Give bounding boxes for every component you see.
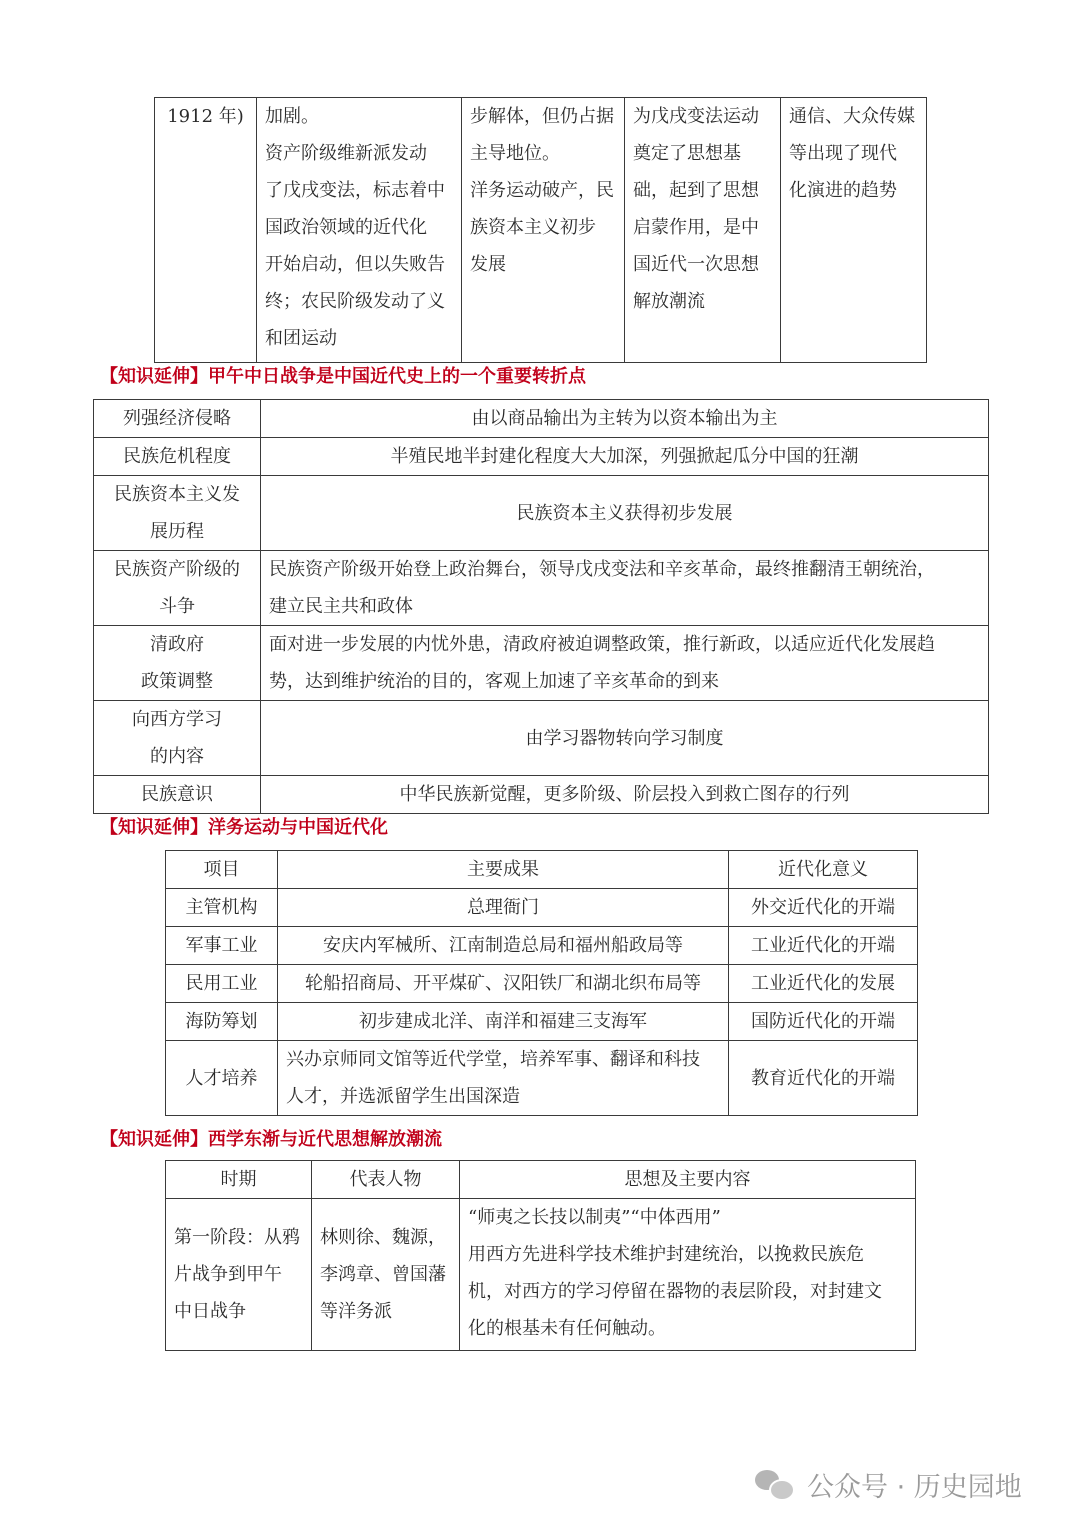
- cell-line: 础，起到了思想: [633, 180, 759, 201]
- cell-line: 列强经济侵略: [123, 408, 231, 429]
- result-cell: [278, 1003, 729, 1041]
- heading-text: 甲午中日战争是中国近代史上的一个重要转折点: [208, 366, 586, 387]
- table-row: [94, 551, 989, 626]
- cell-line: 民族资本主义发: [114, 484, 240, 505]
- table-row: [94, 438, 989, 476]
- cell-line: 为戊戌变法运动: [633, 106, 759, 127]
- item-cell: 海防筹划: [166, 1003, 278, 1041]
- heading-text: 洋务运动与中国近代化: [208, 817, 388, 838]
- cell-line: 机，对西方的学习停留在器物的表层阶段，对封建文: [468, 1281, 882, 1302]
- period-cell: [166, 1199, 312, 1351]
- cell-line: 由以商品输出为主转为以资本输出为主: [471, 408, 778, 429]
- cell-line: 李鸿章、曾国藩: [320, 1264, 446, 1285]
- cell-line: 1912 年): [167, 106, 244, 127]
- cell-line: 斗争: [159, 596, 195, 617]
- cell-line: 等洋务派: [320, 1301, 392, 1322]
- cell-line: 民族资产阶级开始登上政治舞台，领导戊戌变法和辛亥革命，最终推翻清王朝统治，: [269, 559, 935, 580]
- row-content: [261, 400, 989, 438]
- table-row: [94, 776, 989, 814]
- cell-line: 洋务运动破产，民: [470, 180, 614, 201]
- economy-cell: [462, 98, 625, 363]
- cell-line: 用西方先进科学技术维护封建统治，以挽救民族危: [468, 1244, 864, 1265]
- section-heading-3: 【知识延伸】西学东渐与近代思想解放潮流: [100, 1129, 442, 1150]
- section-heading-2: 【知识延伸】洋务运动与中国近代化: [100, 817, 388, 838]
- meaning-cell: 外交近代化的开端: [729, 889, 918, 927]
- watermark: [755, 1462, 1022, 1506]
- society-cell: [781, 98, 927, 363]
- cell-line: 族资本主义初步: [470, 217, 596, 238]
- cell-line: 国政治领域的近代化: [265, 217, 427, 238]
- row-label: [94, 551, 261, 626]
- cell-line: 第一阶段：从鸦: [174, 1227, 300, 1248]
- column-header: 代表人物: [312, 1161, 460, 1199]
- table-row: [166, 889, 918, 927]
- cell-line: 中华民族新觉醒，更多阶级、阶层投入到救亡图存的行列: [399, 784, 850, 805]
- cell-line: 安庆内军械所、江南制造总局和福州船政局等: [323, 935, 683, 956]
- cell-line: 等出现了现代: [789, 143, 897, 164]
- result-cell: [278, 927, 729, 965]
- item-cell: 军事工业: [166, 927, 278, 965]
- meaning-cell: 教育近代化的开端: [729, 1041, 918, 1116]
- table-row: [166, 1003, 918, 1041]
- cell-line: 奠定了思想基: [633, 143, 741, 164]
- row-content: [261, 476, 989, 551]
- table-row: [94, 476, 989, 551]
- section-heading-1: 【知识延伸】甲午中日战争是中国近代史上的一个重要转折点: [100, 366, 586, 387]
- people-cell: [312, 1199, 460, 1351]
- column-header: 主要成果: [278, 851, 729, 889]
- item-cell: 民用工业: [166, 965, 278, 1003]
- cell-line: 民族资本主义获得初步发展: [516, 502, 733, 524]
- cell-line: 民族资产阶级的: [114, 559, 240, 580]
- row-label: [94, 776, 261, 814]
- cell-line: 势，达到维护统治的目的，客观上加速了辛亥革命的到来: [269, 671, 719, 692]
- result-cell: [278, 1041, 729, 1116]
- cell-line: 民族意识: [141, 784, 213, 805]
- item-cell: 主管机构: [166, 889, 278, 927]
- row-content: [261, 776, 989, 814]
- content-cell: [460, 1199, 916, 1351]
- cell-line: 初步建成北洋、南洋和福建三支海军: [359, 1011, 647, 1032]
- cell-line: 清政府: [150, 634, 204, 655]
- cell-line: 政策调整: [141, 671, 213, 692]
- cell-line: 加剧。: [265, 106, 319, 127]
- table-row: [166, 927, 918, 965]
- table-row: [166, 1041, 918, 1116]
- cell-line: 终；农民阶级发动了义: [265, 291, 445, 312]
- cell-line: 片战争到甲午: [174, 1264, 282, 1285]
- politics-cell: [257, 98, 462, 363]
- row-label: [94, 438, 261, 476]
- sino-japanese-war-table: [93, 399, 989, 814]
- cell-line: 化的根基未有任何触动。: [468, 1318, 666, 1339]
- western-learning-table: [165, 1160, 916, 1351]
- table-row: [166, 965, 918, 1003]
- wechat-icon: [755, 1468, 795, 1500]
- cell-line: 和团运动: [265, 328, 337, 349]
- row-content: [261, 551, 989, 626]
- row-content: [261, 626, 989, 701]
- cell-line: 启蒙作用，是中: [633, 217, 759, 238]
- cell-line: 民族危机程度: [123, 446, 231, 467]
- cell-line: 人才，并选派留学生出国深造: [286, 1086, 520, 1107]
- result-cell: [278, 965, 729, 1003]
- cell-line: 由学习器物转向学习制度: [525, 727, 724, 749]
- table-header-row: [166, 1161, 916, 1199]
- cell-line: 向西方学习: [132, 709, 222, 730]
- cell-line: 发展: [470, 254, 506, 275]
- cell-line: 通信、大众传媒: [789, 106, 915, 127]
- heading-text: 西学东渐与近代思想解放潮流: [208, 1129, 442, 1150]
- cell-line: 步解体，但仍占据: [470, 106, 614, 127]
- table-row: [166, 1199, 916, 1351]
- cell-line: 轮船招商局、开平煤矿、汉阳铁厂和湖北织布局等: [305, 973, 701, 994]
- result-cell: [278, 889, 729, 927]
- heading-tag: 知识延伸: [118, 817, 190, 838]
- table-row: [94, 400, 989, 438]
- row-label: [94, 400, 261, 438]
- row-label: [94, 701, 261, 776]
- heading-tag: 知识延伸: [118, 366, 190, 387]
- column-header: 时期: [166, 1161, 312, 1199]
- column-header: 思想及主要内容: [460, 1161, 916, 1199]
- cell-line: “师夷之长技以制夷”“中体西用”: [468, 1207, 721, 1228]
- cell-line: 国近代一次思想: [633, 254, 759, 275]
- cell-line: 林则徐、魏源，: [320, 1227, 446, 1248]
- cell-line: 的内容: [150, 746, 204, 767]
- westernization-table: [165, 850, 918, 1116]
- cell-line: 兴办京师同文馆等近代学堂，培养军事、翻译和科技: [286, 1049, 700, 1070]
- table-row: [155, 98, 927, 363]
- watermark-text: 公众号 · 历史园地: [807, 1471, 1022, 1503]
- meaning-cell: 国防近代化的开端: [729, 1003, 918, 1041]
- row-label: [94, 476, 261, 551]
- top-table: [154, 97, 927, 363]
- row-label: [94, 626, 261, 701]
- cell-line: 建立民主共和政体: [269, 596, 413, 617]
- row-content: [261, 438, 989, 476]
- item-cell: 人才培养: [166, 1041, 278, 1116]
- row-content: [261, 701, 989, 776]
- column-header: 项目: [166, 851, 278, 889]
- cell-line: 开始启动，但以失败告: [265, 254, 445, 275]
- table-row: [94, 626, 989, 701]
- cell-line: 解放潮流: [633, 291, 705, 312]
- cell-line: 了戊戌变法，标志着中: [265, 180, 445, 201]
- meaning-cell: 工业近代化的发展: [729, 965, 918, 1003]
- period-cell: [155, 98, 257, 363]
- table-header-row: [166, 851, 918, 889]
- cell-line: 展历程: [150, 521, 204, 542]
- cell-line: 总理衙门: [467, 897, 539, 918]
- column-header: 近代化意义: [729, 851, 918, 889]
- cell-line: 资产阶级维新派发动: [265, 143, 427, 164]
- heading-tag: 知识延伸: [118, 1129, 190, 1150]
- cell-line: 面对进一步发展的内忧外患，清政府被迫调整政策，推行新政，以适应近代化发展趋: [269, 634, 935, 655]
- cell-line: 半殖民地半封建化程度大大加深，列强掀起瓜分中国的狂潮: [390, 446, 859, 467]
- cell-line: 主导地位。: [470, 143, 560, 164]
- cell-line: 中日战争: [174, 1301, 246, 1322]
- cell-line: 化演进的趋势: [789, 180, 897, 201]
- table-row: [94, 701, 989, 776]
- meaning-cell: 工业近代化的开端: [729, 927, 918, 965]
- thought-cell: [625, 98, 781, 363]
